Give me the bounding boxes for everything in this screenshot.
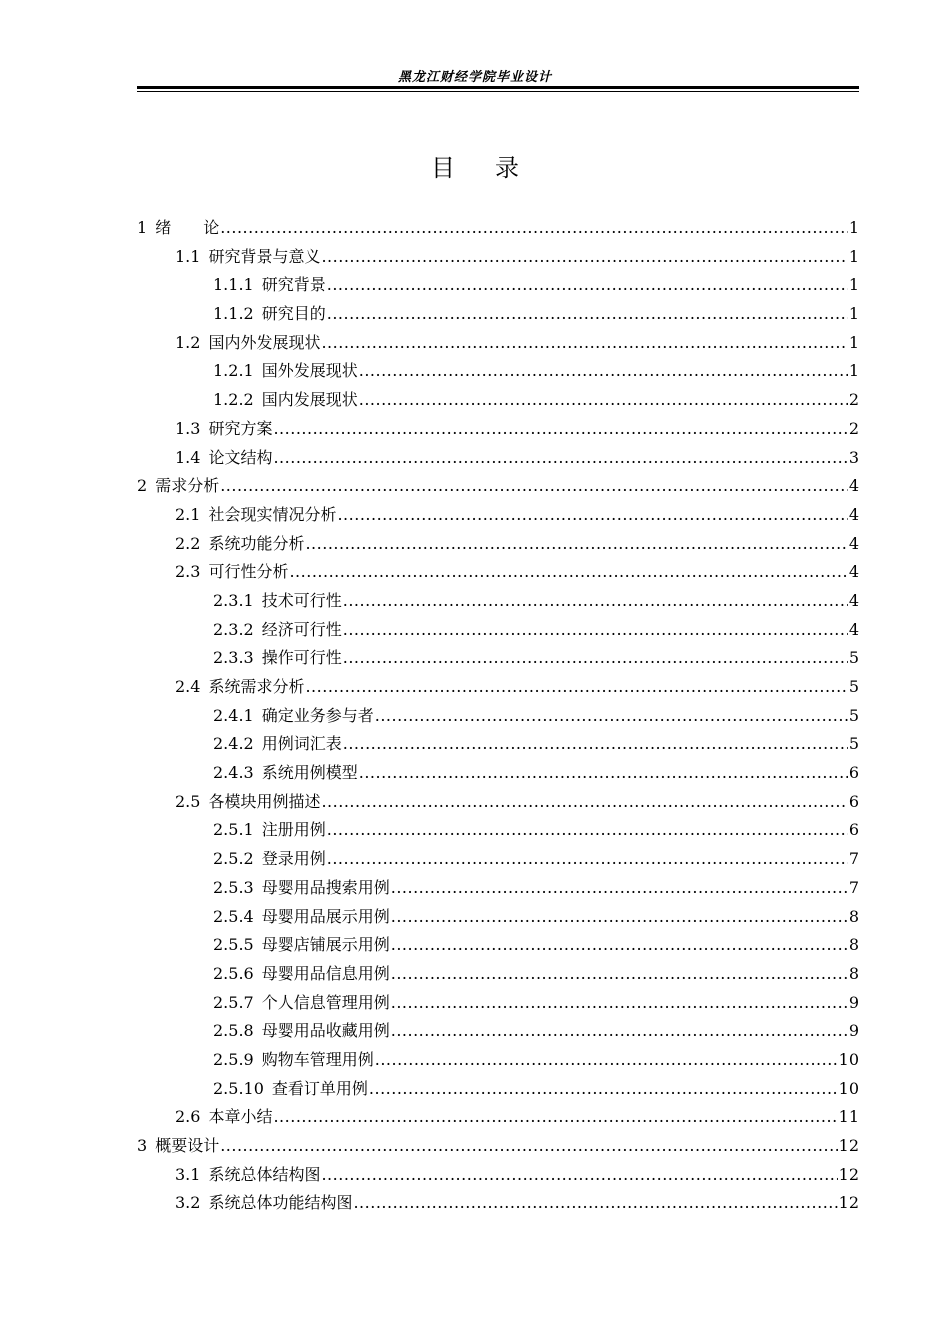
toc-entry-number: 1.2.2: [213, 390, 254, 410]
toc-entry-number: 2.2: [175, 533, 201, 553]
toc-entry[interactable]: [137, 1046, 859, 1075]
header-rule-thick: [137, 86, 859, 89]
toc-entry-page: 1: [848, 218, 859, 237]
toc-entry[interactable]: [137, 616, 859, 645]
toc-entry-number: 2.5.10: [213, 1078, 264, 1098]
toc-entry[interactable]: [137, 587, 859, 616]
toc-entry-page: 4: [848, 619, 859, 639]
toc-entry[interactable]: [137, 845, 859, 874]
toc-entry-page: 10: [838, 1078, 859, 1098]
toc-entry-label: 需求分析: [155, 476, 220, 496]
running-header: 黑龙江财经学院毕业设计: [397, 70, 552, 85]
toc-entry[interactable]: [137, 960, 859, 989]
toc-entry[interactable]: [137, 644, 859, 673]
toc-dot-leader: [273, 1103, 837, 1132]
toc-dot-leader: [343, 730, 848, 759]
toc-dot-leader: [353, 1189, 837, 1218]
toc-entry-number: 1.1.1: [213, 275, 254, 295]
toc-dot-leader: [391, 960, 848, 989]
toc-dot-leader: [343, 616, 848, 645]
toc-entry-number: 2.4.2: [213, 734, 254, 754]
toc-dot-leader: [220, 214, 848, 243]
toc-dot-leader: [220, 472, 848, 501]
toc-dot-leader: [391, 874, 848, 903]
toc-entry[interactable]: [137, 931, 859, 960]
toc-entry[interactable]: [137, 1075, 859, 1104]
toc-entry-page: 4: [848, 562, 859, 582]
toc-entry[interactable]: [137, 357, 859, 386]
toc-entry[interactable]: [137, 472, 859, 501]
toc-entry-label: 确定业务参与者: [261, 705, 374, 725]
toc-entry-label: 社会现实情况分析: [208, 504, 337, 524]
toc-entry-number: 1.4: [175, 447, 201, 467]
toc-dot-leader: [343, 644, 848, 673]
toc-dot-leader: [391, 989, 848, 1018]
toc-entry-label: 登录用例: [261, 849, 326, 869]
toc-entry-number: 2.5.8: [213, 1021, 254, 1041]
toc-entry-page: 7: [848, 877, 859, 897]
toc-entry[interactable]: [137, 702, 859, 731]
toc-entry[interactable]: [137, 874, 859, 903]
table-of-contents: [137, 214, 859, 1218]
toc-entry-number: 2.5.9: [213, 1049, 254, 1069]
toc-entry-number: 1.3: [175, 418, 201, 438]
toc-entry-page: 1: [848, 304, 859, 324]
toc-dot-leader: [321, 1161, 837, 1190]
toc-entry[interactable]: [137, 530, 859, 559]
toc-entry-label: 国内发展现状: [261, 390, 358, 410]
toc-entry-number: 1.1.2: [213, 304, 254, 324]
toc-entry-number: 2.5.2: [213, 849, 254, 869]
toc-entry-number: 3.1: [175, 1164, 201, 1184]
toc-entry-label: 技术可行性: [261, 590, 342, 610]
toc-entry[interactable]: [137, 558, 859, 587]
toc-entry-page: 9: [848, 1021, 859, 1041]
toc-entry-number: 3.2: [175, 1193, 201, 1213]
toc-entry[interactable]: [137, 271, 859, 300]
toc-entry[interactable]: [137, 1017, 859, 1046]
toc-entry-page: 4: [848, 533, 859, 553]
toc-entry[interactable]: [137, 444, 859, 473]
toc-entry-number: 1.2: [175, 332, 201, 352]
toc-entry-page: 4: [848, 504, 859, 524]
toc-dot-leader: [327, 816, 848, 845]
toc-entry[interactable]: [137, 415, 859, 444]
toc-dot-leader: [289, 558, 847, 587]
toc-entry[interactable]: [137, 903, 859, 932]
toc-dot-leader: [220, 1132, 837, 1161]
toc-entry-page: 1: [848, 332, 859, 352]
toc-entry-number: 2.3.2: [213, 619, 254, 639]
toc-dot-leader: [321, 788, 847, 817]
toc-entry-label: 个人信息管理用例: [261, 992, 390, 1012]
toc-entry[interactable]: [137, 730, 859, 759]
toc-entry-page: 11: [838, 1107, 859, 1127]
header-rule-thin: [137, 91, 859, 92]
toc-dot-leader: [359, 386, 848, 415]
toc-dot-leader: [369, 1075, 838, 1104]
toc-dot-leader: [305, 530, 847, 559]
toc-entry-page: 8: [848, 963, 859, 983]
toc-entry-page: 8: [848, 935, 859, 955]
toc-dot-leader: [321, 243, 847, 272]
toc-entry[interactable]: [137, 501, 859, 530]
toc-dot-leader: [327, 845, 848, 874]
toc-entry-number: 2.5.5: [213, 935, 254, 955]
toc-entry-label: 概要设计: [155, 1136, 220, 1155]
toc-entry-label: 用例词汇表: [261, 734, 342, 754]
toc-dot-leader: [305, 673, 847, 702]
toc-entry-page: 2: [848, 418, 859, 438]
toc-entry-page: 9: [848, 992, 859, 1012]
toc-entry-number: 1.2.1: [213, 361, 254, 381]
toc-entry[interactable]: [137, 386, 859, 415]
toc-entry[interactable]: [137, 243, 859, 272]
toc-entry-label: 经济可行性: [261, 619, 342, 639]
toc-entry-page: 6: [848, 791, 859, 811]
toc-entry-number: 2.3.3: [213, 648, 254, 668]
toc-dot-leader: [343, 587, 848, 616]
toc-entry-page: 4: [848, 590, 859, 610]
toc-entry-label: 系统总体结构图: [208, 1164, 321, 1184]
toc-entry-label: 系统功能分析: [208, 533, 305, 553]
toc-entry[interactable]: [137, 1132, 859, 1161]
toc-entry-label: 系统总体功能结构图: [208, 1193, 353, 1213]
toc-entry-number: 2.4.1: [213, 705, 254, 725]
toc-entry-label: 国外发展现状: [261, 361, 358, 381]
toc-entry-number: 2.5.7: [213, 992, 254, 1012]
toc-entry-number: 2.4: [175, 677, 201, 696]
toc-entry-number: 2.5.6: [213, 963, 254, 983]
page-title: 目录: [431, 154, 559, 182]
toc-entry-page: 10: [838, 1049, 859, 1069]
toc-entry-label: 研究背景: [261, 275, 326, 295]
toc-entry-number: 2.5.4: [213, 906, 254, 926]
toc-entry-page: 5: [848, 648, 859, 668]
toc-entry[interactable]: [137, 816, 859, 845]
toc-entry-page: 6: [848, 763, 859, 783]
toc-dot-leader: [273, 444, 847, 473]
toc-entry-number: 1: [137, 218, 148, 237]
toc-entry-label: 本章小结: [208, 1107, 273, 1127]
toc-entry-page: 5: [848, 705, 859, 725]
toc-dot-leader: [359, 759, 848, 788]
toc-entry-label: 可行性分析: [208, 562, 289, 582]
toc-dot-leader: [327, 271, 848, 300]
toc-entry[interactable]: [137, 1103, 859, 1132]
toc-dot-leader: [359, 357, 848, 386]
toc-dot-leader: [375, 1046, 838, 1075]
toc-entry-label: 国内外发展现状: [208, 332, 321, 352]
toc-entry-page: 1: [848, 361, 859, 381]
toc-entry[interactable]: [137, 673, 859, 702]
toc-entry-page: 7: [848, 849, 859, 869]
toc-dot-leader: [391, 1017, 848, 1046]
toc-entry-page: 4: [848, 476, 859, 496]
toc-entry-label: 操作可行性: [261, 648, 342, 668]
toc-entry[interactable]: [137, 1161, 859, 1190]
toc-entry-number: 2.1: [175, 504, 201, 524]
toc-entry-number: 2.5: [175, 791, 201, 811]
toc-entry-label: 母婴用品信息用例: [261, 963, 390, 983]
toc-dot-leader: [321, 329, 847, 358]
toc-entry-label: 注册用例: [261, 820, 326, 840]
toc-entry-number: 2.5.3: [213, 877, 254, 897]
toc-entry-number: 2.5.1: [213, 820, 254, 840]
toc-entry[interactable]: [137, 329, 859, 358]
toc-entry-page: 8: [848, 906, 859, 926]
toc-entry-label: 母婴用品展示用例: [261, 906, 390, 926]
toc-entry[interactable]: [137, 788, 859, 817]
toc-entry-label: 研究方案: [208, 418, 273, 438]
toc-entry-number: 1.1: [175, 246, 201, 266]
toc-entry-page: 5: [848, 734, 859, 754]
toc-entry-label: 购物车管理用例: [261, 1049, 374, 1069]
toc-dot-leader: [337, 501, 847, 530]
toc-dot-leader: [375, 702, 848, 731]
toc-entry-number: 3: [137, 1136, 148, 1155]
toc-entry-page: 6: [848, 820, 859, 840]
toc-entry-page: 12: [838, 1164, 859, 1184]
toc-entry-label: 母婴用品搜索用例: [261, 877, 390, 897]
toc-entry-number: 2.4.3: [213, 763, 254, 783]
toc-entry-label: 研究目的: [261, 304, 326, 324]
toc-entry[interactable]: [137, 214, 859, 243]
toc-entry-number: 2.3.1: [213, 590, 254, 610]
toc-entry-number: 2.6: [175, 1107, 201, 1127]
toc-entry[interactable]: [137, 300, 859, 329]
toc-entry-page: 2: [848, 390, 859, 410]
toc-entry-label: 母婴店铺展示用例: [261, 935, 390, 955]
toc-entry-label: 查看订单用例: [271, 1078, 368, 1098]
toc-dot-leader: [273, 415, 847, 444]
toc-entry[interactable]: [137, 759, 859, 788]
toc-entry-label: 母婴用品收藏用例: [261, 1021, 390, 1041]
toc-entry-page: 1: [848, 275, 859, 295]
toc-entry[interactable]: [137, 989, 859, 1018]
toc-entry-label: 系统需求分析: [208, 677, 305, 696]
toc-entry-page: 12: [838, 1136, 859, 1155]
toc-entry-number: 2.3: [175, 562, 201, 582]
toc-entry-number: 2: [137, 476, 148, 496]
toc-dot-leader: [391, 931, 848, 960]
toc-dot-leader: [327, 300, 848, 329]
toc-entry-page: 1: [848, 246, 859, 266]
toc-entry-label: 绪 论: [155, 218, 220, 237]
toc-entry-page: 3: [848, 447, 859, 467]
toc-entry-label: 论文结构: [208, 447, 273, 467]
toc-entry-label: 各模块用例描述: [208, 791, 321, 811]
toc-dot-leader: [391, 903, 848, 932]
toc-entry[interactable]: [137, 1189, 859, 1218]
toc-entry-page: 5: [848, 677, 859, 696]
toc-entry-label: 系统用例模型: [261, 763, 358, 783]
toc-entry-page: 12: [838, 1193, 859, 1213]
toc-entry-label: 研究背景与意义: [208, 246, 321, 266]
